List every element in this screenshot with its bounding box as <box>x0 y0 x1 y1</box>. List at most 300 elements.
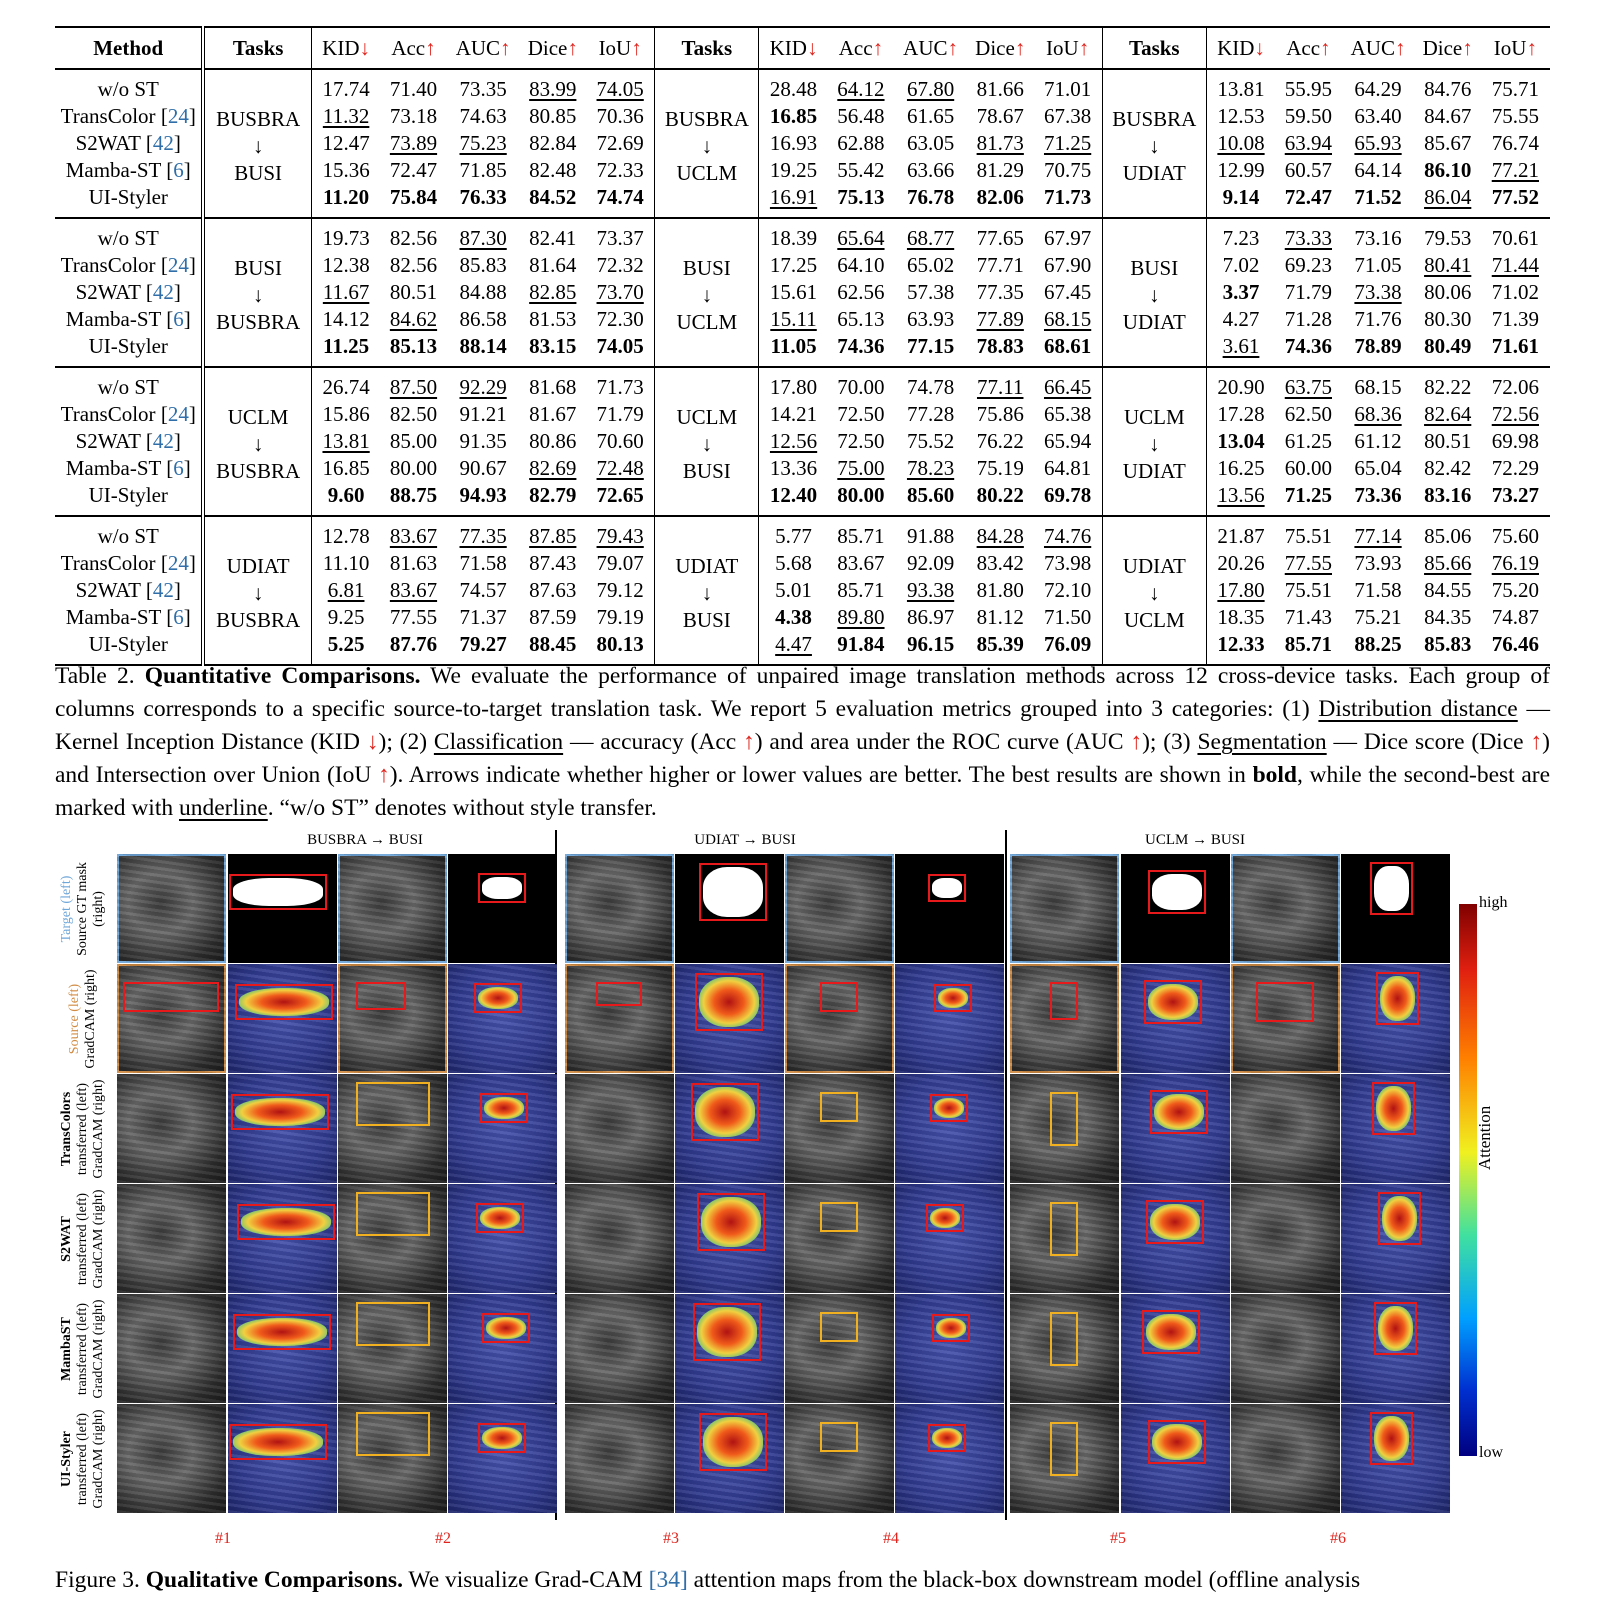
value-cell <box>380 252 446 279</box>
metric-value: 87.43 <box>529 551 577 575</box>
value-cell <box>380 550 446 577</box>
caption-bold-word: bold <box>1252 762 1297 788</box>
ultrasound-image <box>565 1074 674 1183</box>
citation-link[interactable]: 42 <box>152 578 174 602</box>
metric-name: Acc <box>838 36 873 60</box>
metric-name: Dice <box>975 36 1015 60</box>
metric-value: 77.21 <box>1491 158 1539 182</box>
down-arrow-icon: ↓ <box>366 729 379 755</box>
value-cell <box>447 157 520 184</box>
metric-value: 71.58 <box>1354 578 1402 602</box>
metric-value: 77.35 <box>459 524 507 548</box>
bbox-yellow <box>356 1412 430 1456</box>
value-cell <box>447 306 520 333</box>
value-cell <box>1206 428 1275 455</box>
value-cell <box>759 401 828 428</box>
method-cell: S2WAT [42] <box>55 428 203 455</box>
metric-value: 88.75 <box>389 483 438 507</box>
metric-value: 83.42 <box>976 551 1024 575</box>
metric-value: 85.39 <box>976 632 1024 656</box>
metric-value: 69.78 <box>1043 483 1092 507</box>
row-label <box>53 1074 113 1183</box>
value-cell <box>894 130 967 157</box>
metric-value: 86.97 <box>906 605 955 629</box>
metric-value: 82.42 <box>1424 456 1472 480</box>
value-cell <box>967 103 1033 130</box>
value-cell <box>447 577 520 604</box>
value-cell <box>967 516 1033 550</box>
value-cell <box>1033 516 1102 550</box>
metric-value: 71.05 <box>1354 253 1402 277</box>
metric-value: 83.67 <box>389 524 438 548</box>
value-cell <box>586 218 655 252</box>
task-cell <box>1102 367 1206 516</box>
method-cell <box>55 367 203 401</box>
citation-link[interactable]: 6 <box>173 456 184 480</box>
row-label-line: Source GT mask <box>75 861 90 956</box>
value-cell <box>447 428 520 455</box>
metric-value: 82.69 <box>529 456 577 480</box>
bbox-red <box>1144 980 1202 1024</box>
value-cell <box>1033 184 1102 218</box>
ultrasound-image <box>1231 1074 1340 1183</box>
value-cell <box>828 428 894 455</box>
value-cell <box>380 367 446 401</box>
value-cell <box>967 401 1033 428</box>
metric-value: 86.58 <box>459 307 507 331</box>
value-cell <box>967 367 1033 401</box>
bbox-red <box>237 1204 335 1240</box>
metric-value: 72.50 <box>837 429 885 453</box>
gradcam-image <box>1121 1074 1230 1183</box>
method-name: TransColor <box>60 551 161 575</box>
metric-value: 84.76 <box>1424 77 1472 101</box>
gt-mask-image <box>1121 854 1230 963</box>
value-cell <box>1415 103 1481 130</box>
method-cell: S2WAT [42] <box>55 577 203 604</box>
value-cell <box>586 279 655 306</box>
metric-value: 71.37 <box>459 605 507 629</box>
metric-value: 72.48 <box>596 456 644 480</box>
tasks-header: Tasks <box>655 27 759 69</box>
metric-value: 3.61 <box>1222 334 1260 358</box>
metric-value: 75.51 <box>1284 578 1332 602</box>
column-number: #4 <box>883 1530 899 1547</box>
task-cell <box>655 367 759 516</box>
metric-value: 73.93 <box>1354 551 1402 575</box>
column-number: #5 <box>1110 1530 1126 1547</box>
bbox-yellow <box>820 1092 858 1122</box>
value-cell <box>311 577 380 604</box>
value-cell <box>1275 69 1341 103</box>
metric-value: 72.65 <box>596 483 644 507</box>
value-cell <box>759 550 828 577</box>
value-cell <box>894 157 967 184</box>
caption-text: — Dice score (Dice <box>1326 729 1531 755</box>
citation-link[interactable]: 24 <box>167 104 189 128</box>
value-cell <box>1481 306 1550 333</box>
value-cell <box>1033 455 1102 482</box>
ultrasound-image <box>117 1294 226 1403</box>
gradcam-image <box>675 1404 784 1513</box>
metric-value: 62.56 <box>837 280 885 304</box>
caption-label: Table 2. <box>55 663 135 689</box>
table-group <box>55 69 1550 218</box>
metric-value: 80.51 <box>389 280 438 304</box>
value-cell <box>1275 367 1341 401</box>
task-src: BUSBRA <box>664 107 749 131</box>
method-name: TransColor <box>60 104 161 128</box>
gt-mask-image <box>895 854 1004 963</box>
ultrasound-image <box>785 1184 894 1293</box>
value-cell <box>1275 130 1341 157</box>
value-cell <box>1275 550 1341 577</box>
method-name: w/o ST <box>97 77 159 101</box>
value-cell <box>894 103 967 130</box>
row-label-text <box>59 1409 107 1508</box>
metric-value: 87.76 <box>389 632 438 656</box>
metric-value: 74.36 <box>837 334 885 358</box>
metric-value: 73.70 <box>596 280 644 304</box>
citation-link[interactable]: 24 <box>167 402 189 426</box>
value-cell <box>828 333 894 367</box>
value-cell <box>1275 482 1341 516</box>
down-arrow-icon: ↓ <box>806 36 818 60</box>
up-arrow-icon: ↑ <box>1078 36 1090 60</box>
row-label-line: transferred (left) <box>75 1302 90 1395</box>
bbox-red <box>478 873 526 903</box>
value-cell <box>1275 401 1341 428</box>
metric-value: 85.71 <box>837 578 885 602</box>
value-cell <box>1275 516 1341 550</box>
metric-value: 72.47 <box>1284 185 1332 209</box>
metric-value: 14.21 <box>769 402 818 426</box>
value-cell <box>380 516 446 550</box>
metric-value: 12.53 <box>1217 104 1265 128</box>
ultrasound-image <box>1010 1184 1119 1293</box>
metric-value: 74.76 <box>1043 524 1092 548</box>
bbox-yellow <box>356 1082 430 1126</box>
metric-value: 64.12 <box>837 77 885 101</box>
metric-value: 81.63 <box>389 551 438 575</box>
figure-caption-text: We visualize Grad-CAM <box>402 1567 649 1593</box>
task-src: BUSI <box>1130 256 1179 280</box>
value-cell <box>1415 604 1481 631</box>
citation-link[interactable]: 42 <box>152 131 174 155</box>
value-cell <box>1033 577 1102 604</box>
metric-value: 63.40 <box>1354 104 1402 128</box>
down-arrow-icon: ↓ <box>252 134 264 158</box>
method-name: Mamba-ST <box>65 605 167 629</box>
metric-value: 72.50 <box>837 402 885 426</box>
caption-text: — accuracy (Acc <box>563 729 744 755</box>
metric-value: 89.80 <box>837 605 885 629</box>
task-cell <box>655 516 759 665</box>
value-cell <box>828 550 894 577</box>
value-cell <box>447 69 520 103</box>
metric-value: 75.21 <box>1354 605 1402 629</box>
bbox-red <box>478 1423 526 1453</box>
caption-text: , while the second-best are marked with <box>55 762 1550 821</box>
column-number: #2 <box>435 1530 451 1547</box>
method-cell <box>55 516 203 550</box>
metric-value: 19.73 <box>322 226 370 250</box>
citation-link[interactable]: 6 <box>173 158 184 182</box>
value-cell <box>1341 401 1414 428</box>
value-cell <box>828 401 894 428</box>
colorbar-high-label: high <box>1479 894 1508 911</box>
metric-value: 75.20 <box>1491 578 1539 602</box>
metric-value: 64.10 <box>837 253 885 277</box>
value-cell <box>1275 604 1341 631</box>
value-cell <box>380 482 446 516</box>
task-cell <box>203 218 311 367</box>
value-cell <box>520 252 586 279</box>
metric-value: 6.81 <box>327 578 365 602</box>
value-cell <box>894 577 967 604</box>
value-cell <box>828 482 894 516</box>
colorbar-low-label: low <box>1479 1444 1503 1461</box>
metric-value: 4.38 <box>775 605 812 629</box>
value-cell <box>1481 401 1550 428</box>
metric-value: 9.60 <box>327 483 365 507</box>
value-cell <box>1206 333 1275 367</box>
metric-value: 26.74 <box>322 375 370 399</box>
metric-value: 81.53 <box>529 307 577 331</box>
metric-value: 80.00 <box>837 483 885 507</box>
ultrasound-image <box>1231 1294 1340 1403</box>
metric-value: 85.06 <box>1424 524 1472 548</box>
group-title: UCLM → BUSI <box>1144 832 1245 848</box>
value-cell <box>894 279 967 306</box>
gradcam-image <box>1341 1184 1450 1293</box>
metric-value: 84.52 <box>529 185 577 209</box>
metric-value: 63.94 <box>1284 131 1332 155</box>
value-cell <box>1481 516 1550 550</box>
metric-value: 74.05 <box>596 334 644 358</box>
value-cell <box>1033 252 1102 279</box>
task-tgt: BUSI <box>682 459 731 483</box>
value-cell <box>311 157 380 184</box>
value-cell <box>447 604 520 631</box>
value-cell <box>1415 218 1481 252</box>
column-number: #1 <box>215 1530 231 1547</box>
value-cell <box>447 279 520 306</box>
metric-value: 70.75 <box>1043 158 1092 182</box>
down-arrow-icon: ↓ <box>701 134 713 158</box>
metric-value: 12.56 <box>769 429 818 453</box>
citation-link[interactable]: 6 <box>173 307 184 331</box>
metric-name: IoU <box>598 36 632 60</box>
gradcam-image <box>448 964 557 1073</box>
metric-value: 85.83 <box>1424 632 1472 656</box>
metric-value: 5.25 <box>327 632 365 656</box>
bbox-red <box>231 1094 329 1130</box>
metric-value: 11.67 <box>322 280 370 304</box>
up-arrow-icon: ↑ <box>1130 729 1143 755</box>
gradcam-image <box>895 1294 1004 1403</box>
figure-caption-ref[interactable]: [34] <box>648 1567 688 1593</box>
metric-value: 72.69 <box>596 131 644 155</box>
metric-value: 80.30 <box>1424 307 1472 331</box>
value-cell <box>311 184 380 218</box>
method-name: w/o ST <box>97 524 159 548</box>
value-cell <box>520 333 586 367</box>
metric-value: 88.14 <box>459 334 507 358</box>
row-label-text <box>59 862 107 956</box>
column-number: #6 <box>1330 1530 1346 1547</box>
task-src: BUSI <box>682 256 731 280</box>
task-cell <box>1102 218 1206 367</box>
value-cell <box>520 516 586 550</box>
metric-header <box>447 27 520 69</box>
value-cell <box>967 455 1033 482</box>
caption-text: ); (2) <box>378 729 434 755</box>
metric-value: 91.88 <box>906 524 955 548</box>
metric-value: 16.93 <box>769 131 818 155</box>
metric-value: 67.80 <box>906 77 955 101</box>
value-cell <box>759 252 828 279</box>
ultrasound-image <box>1010 1074 1119 1183</box>
value-cell <box>311 218 380 252</box>
value-cell <box>894 604 967 631</box>
ultrasound-image <box>565 1294 674 1403</box>
value-cell <box>1481 218 1550 252</box>
task-tgt: UDIAT <box>1122 161 1186 185</box>
metric-value: 84.67 <box>1424 104 1472 128</box>
bbox-red <box>123 982 219 1012</box>
method-name: S2WAT <box>75 131 146 155</box>
value-cell <box>380 218 446 252</box>
citation-link[interactable]: 42 <box>152 280 174 304</box>
metric-value: 72.29 <box>1491 456 1539 480</box>
metric-header <box>520 27 586 69</box>
ultrasound-image <box>785 1404 894 1513</box>
table-group <box>55 516 1550 665</box>
bbox-yellow <box>820 1312 858 1342</box>
bbox-red <box>926 1204 964 1232</box>
value-cell <box>520 550 586 577</box>
caption-text: ) and area under the ROC curve (AUC <box>754 729 1131 755</box>
metric-value: 17.74 <box>322 77 370 101</box>
down-arrow-icon: ↓ <box>1149 432 1160 456</box>
citation-link[interactable]: 42 <box>152 429 174 453</box>
metric-value: 82.64 <box>1424 402 1472 426</box>
figure-caption <box>55 1565 1360 1595</box>
value-cell <box>1275 333 1341 367</box>
metric-value: 18.35 <box>1217 605 1265 629</box>
value-cell <box>1033 69 1102 103</box>
metric-value: 12.33 <box>1217 632 1265 656</box>
gradcam-image <box>448 1404 557 1513</box>
metric-header <box>1275 27 1341 69</box>
metric-name: AUC <box>1350 36 1395 60</box>
value-cell <box>759 604 828 631</box>
gradcam-image <box>895 1074 1004 1183</box>
task-src: BUSBRA <box>1112 107 1197 131</box>
bbox-yellow <box>356 1302 430 1346</box>
value-cell <box>1206 157 1275 184</box>
value-cell <box>1341 130 1414 157</box>
metric-value: 67.90 <box>1043 253 1092 277</box>
metric-header <box>1481 27 1550 69</box>
metric-name: KID <box>769 36 807 60</box>
metric-value: 77.65 <box>976 226 1024 250</box>
metric-value: 73.38 <box>1354 280 1402 304</box>
metric-value: 85.67 <box>1424 131 1472 155</box>
value-cell <box>967 157 1033 184</box>
value-cell <box>1341 252 1414 279</box>
value-cell <box>520 401 586 428</box>
citation-link[interactable]: 6 <box>173 605 184 629</box>
value-cell <box>447 130 520 157</box>
gradcam-image <box>675 1294 784 1403</box>
value-cell <box>828 103 894 130</box>
task-tgt: BUSBRA <box>216 608 301 632</box>
value-cell <box>1275 306 1341 333</box>
citation-link[interactable]: 24 <box>167 551 189 575</box>
metric-value: 87.30 <box>459 226 507 250</box>
metric-value: 56.48 <box>837 104 885 128</box>
value-cell <box>1033 401 1102 428</box>
metric-value: 76.19 <box>1491 551 1539 575</box>
value-cell <box>311 367 380 401</box>
bbox-red <box>1256 982 1314 1022</box>
metric-value: 74.57 <box>459 578 507 602</box>
value-cell <box>586 367 655 401</box>
task-tgt: UDIAT <box>1122 310 1186 334</box>
citation-link[interactable]: 24 <box>167 253 189 277</box>
gradcam-image <box>228 1294 337 1403</box>
metric-value: 65.94 <box>1043 429 1092 453</box>
table-row <box>55 367 1550 401</box>
value-cell <box>1033 367 1102 401</box>
row-label-line: GradCAM (right) <box>91 1078 106 1179</box>
metric-value: 84.55 <box>1424 578 1472 602</box>
ultrasound-image <box>785 1294 894 1403</box>
metric-value: 71.79 <box>596 402 644 426</box>
task-tgt: UCLM <box>676 161 738 185</box>
gradcam-image <box>228 964 337 1073</box>
gradcam-image <box>1121 1294 1230 1403</box>
metric-value: 96.15 <box>906 632 955 656</box>
value-cell <box>447 550 520 577</box>
metric-value: 68.36 <box>1354 402 1402 426</box>
metric-value: 64.81 <box>1043 456 1092 480</box>
comparison-table <box>55 26 1550 666</box>
metric-name: AUC <box>455 36 501 60</box>
value-cell <box>1415 279 1481 306</box>
gt-mask-image <box>1341 854 1450 963</box>
ultrasound-image <box>117 1184 226 1293</box>
figure-caption-label: Figure 3. <box>55 1567 140 1593</box>
value-cell <box>380 604 446 631</box>
metric-header <box>380 27 446 69</box>
value-cell <box>520 482 586 516</box>
metric-value: 77.55 <box>389 605 438 629</box>
value-cell <box>894 550 967 577</box>
ultrasound-image <box>117 1404 226 1513</box>
value-cell <box>311 103 380 130</box>
value-cell <box>759 577 828 604</box>
value-cell <box>759 306 828 333</box>
metric-value: 71.79 <box>1284 280 1332 304</box>
up-arrow-icon: ↑ <box>1526 36 1537 60</box>
metric-value: 63.93 <box>906 307 955 331</box>
value-cell <box>1481 184 1550 218</box>
metric-value: 69.23 <box>1284 253 1332 277</box>
metric-value: 75.52 <box>906 429 955 453</box>
